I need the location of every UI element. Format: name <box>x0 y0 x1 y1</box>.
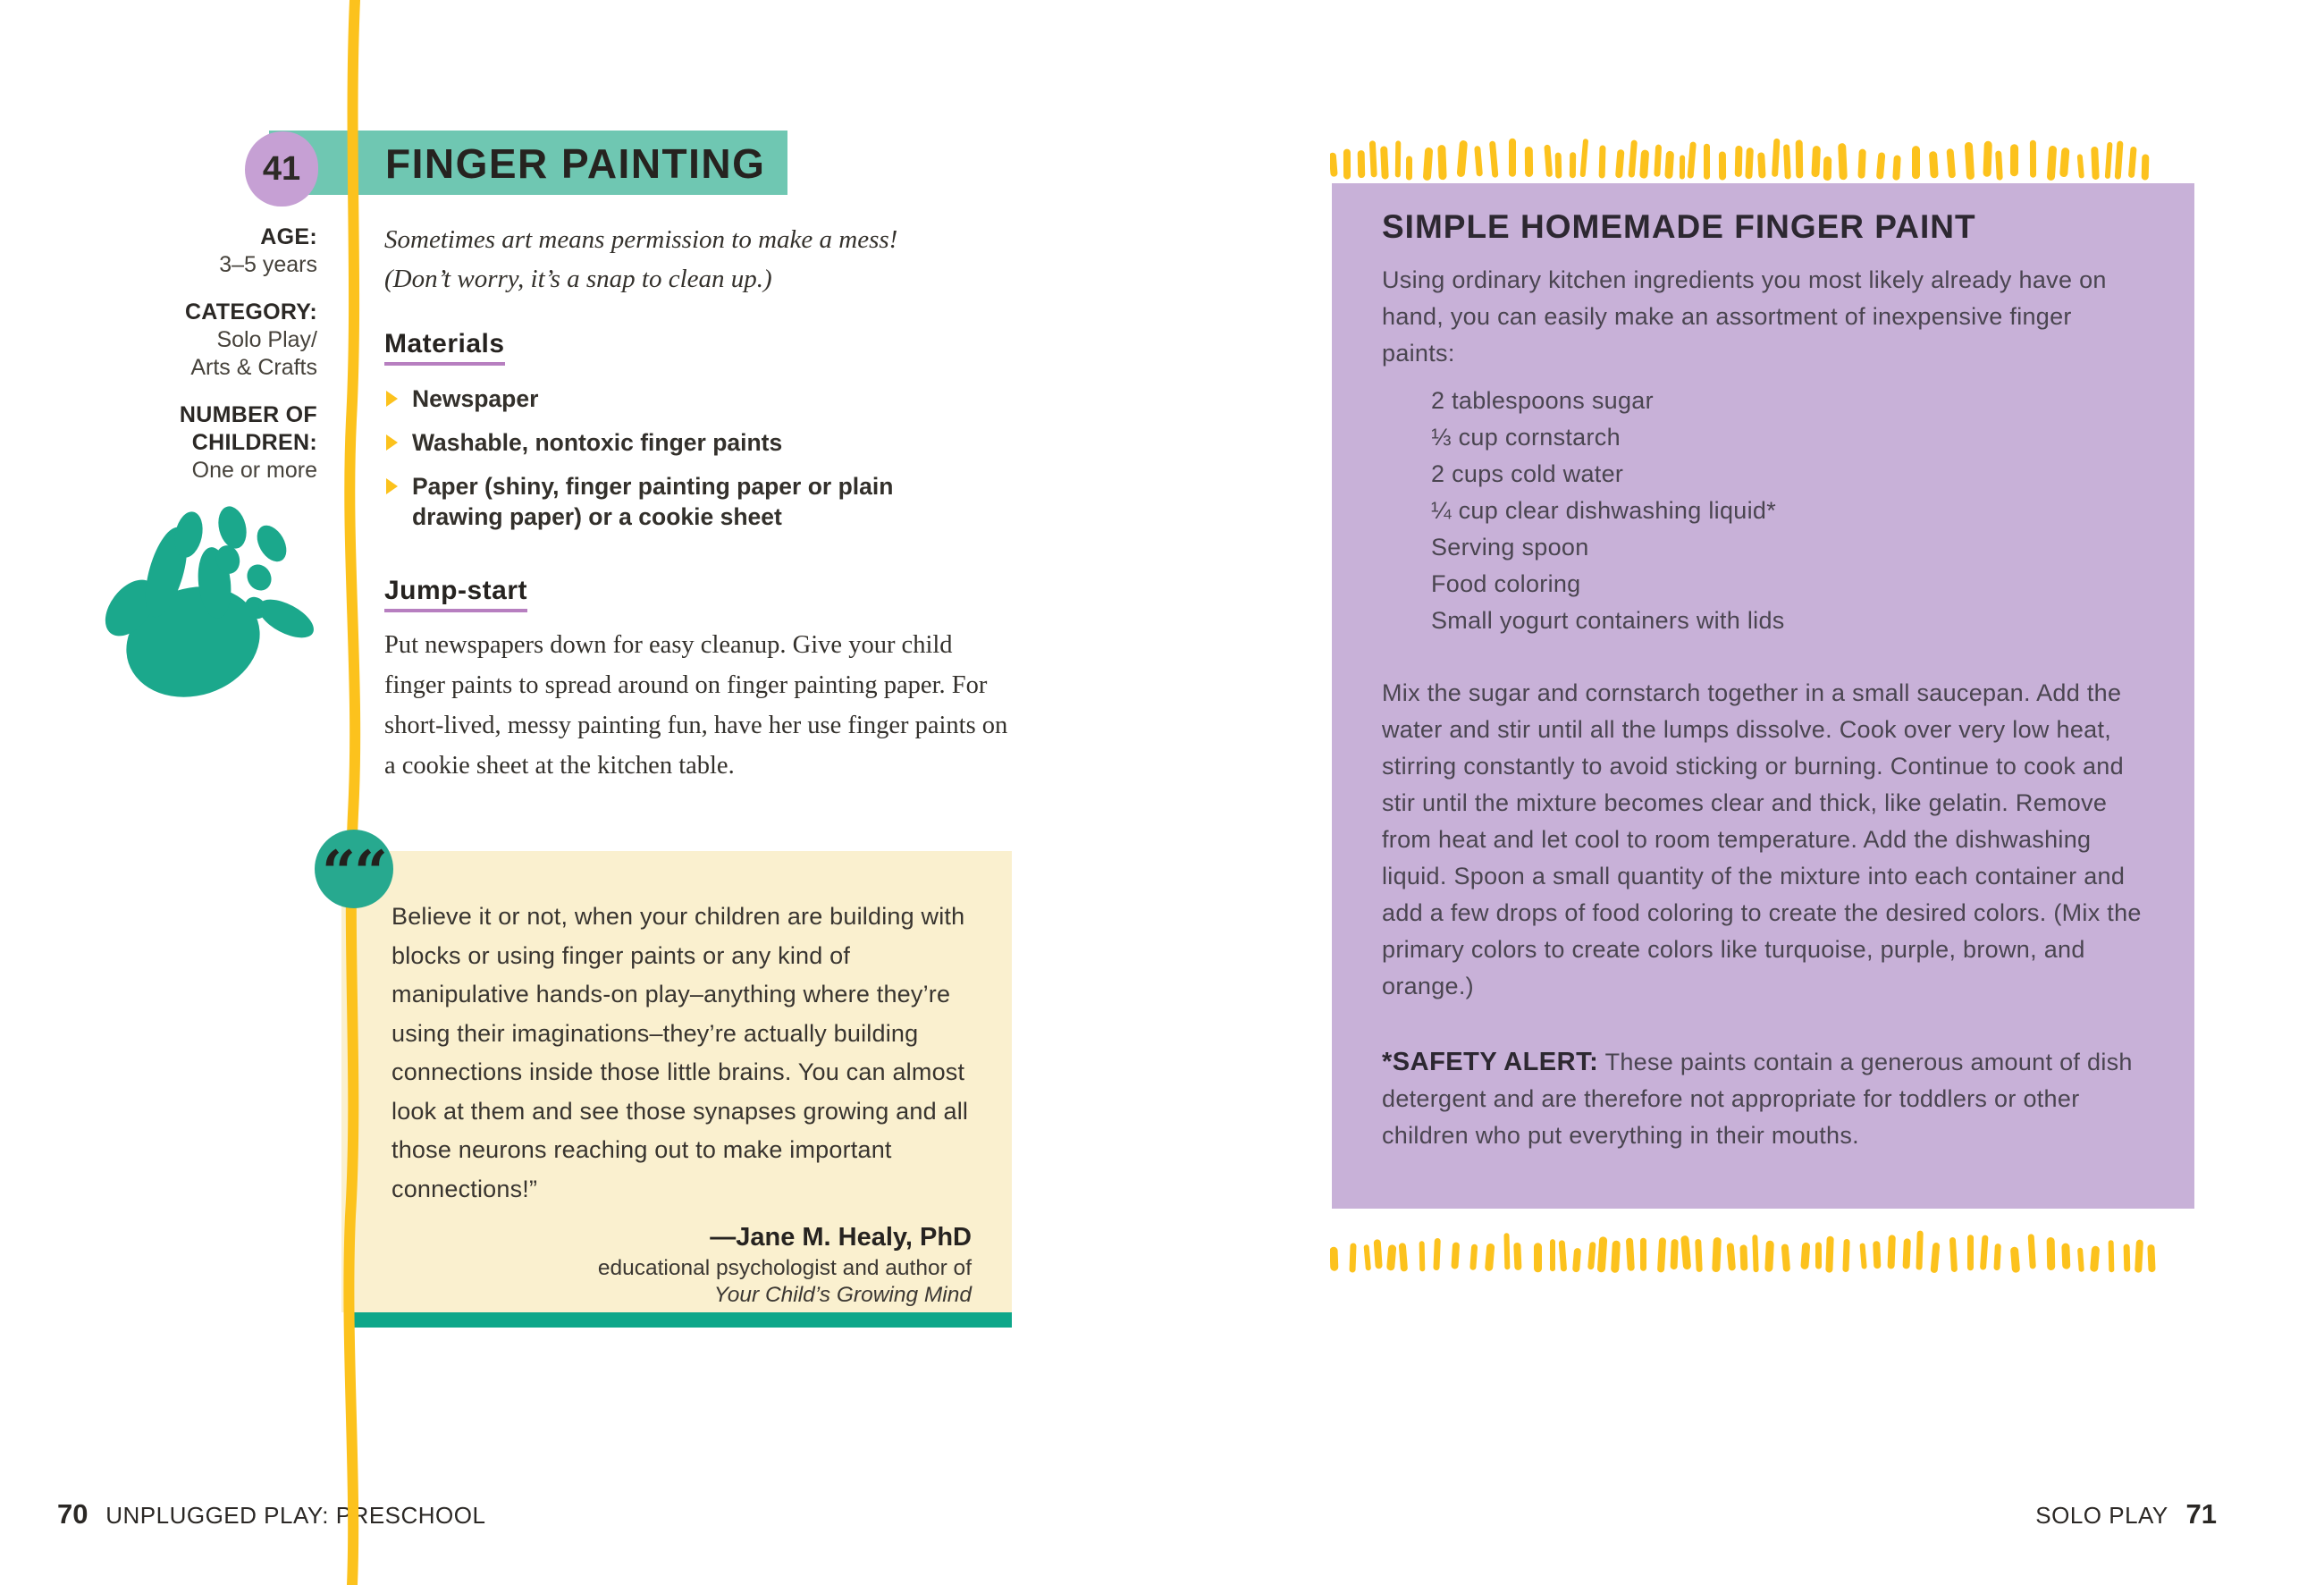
bullet-triangle-icon <box>386 391 398 407</box>
right-footer-text: SOLO PLAY <box>2035 1502 2168 1529</box>
handprint-icon <box>97 501 329 733</box>
ingredient-item: Small yogurt containers with lids <box>1431 607 1785 634</box>
activity-number-badge <box>245 131 318 207</box>
activity-title-bar <box>269 131 787 195</box>
children-label: NUMBER OF CHILDREN: <box>179 402 317 455</box>
tick-border-bottom <box>1330 1227 2215 1273</box>
quote-attribution-name: —Jane M. Healy, PhD <box>710 1223 972 1252</box>
category-label: CATEGORY: <box>184 299 317 325</box>
materials-item: Newspaper <box>384 384 1010 414</box>
ingredient-item: Serving spoon <box>1431 534 1589 561</box>
activity-number: 41 <box>262 149 301 188</box>
age-label: AGE: <box>260 224 317 249</box>
safety-alert: *SAFETY ALERT: These paints contain a generous amount of dish detergent and are therefore not appropriate for toddlers or other children who put everything in their mouths. <box>1382 1048 2133 1149</box>
right-page-footer <box>2035 1498 2217 1530</box>
activity-body <box>384 220 1010 786</box>
materials-heading: Materials <box>384 329 505 366</box>
quote-icon: ““ <box>315 830 393 908</box>
jumpstart-text: Put newspapers down for easy cleanup. Give your child finger paints to spread around on finger painting paper. For short-lived, messy painting fun, have her use finger paints on a cookie sheet at the kitchen table. <box>384 631 1008 780</box>
safety-alert-label: *SAFETY ALERT: <box>1382 1048 1599 1076</box>
materials-item: Washable, nontoxic finger paints <box>384 427 1010 458</box>
category-value: Solo Play/ Arts & Crafts <box>190 327 317 380</box>
left-page-footer <box>57 1498 485 1530</box>
ingredient-item: ⅓ cup cornstarch <box>1431 424 1621 451</box>
quote-underline-bar <box>353 1312 1012 1328</box>
expert-quote-box <box>341 851 1012 1312</box>
quote-attribution-work: Your Child’s Growing Mind <box>713 1283 972 1307</box>
tick-border-top <box>1330 134 2215 181</box>
quote-text: Believe it or not, when your children are building with blocks or using finger paints or any kind of manipulative hands-on play–anything where they’re using their imaginations–they’re actually building connections inside those little brains. You can almost look at them and see those synapses growing and all those neurons reaching out to make important connections!” <box>392 903 969 1202</box>
right-page-number: 71 <box>2185 1498 2217 1530</box>
left-footer-text: UNPLUGGED PLAY: PRESCHOOL <box>105 1502 486 1529</box>
activity-meta-sidebar <box>54 223 317 485</box>
ingredient-item: 2 tablespoons sugar <box>1431 387 1654 414</box>
children-value: One or more <box>191 458 317 483</box>
materials-list <box>384 384 1010 532</box>
activity-intro: Sometimes art means permission to make a mess! (Don’t worry, it’s a snap to clean up.) <box>384 225 898 293</box>
recipe-instructions: Mix the sugar and cornstarch together in a small saucepan. Add the water and stir until all the lumps dissolve. Cook over very low heat, stirring constantly to avoid sticking or burning. Continue to cook and stir until the mixture becomes clear and thick, like gelatin. Remove from heat and let cool to room temperature. Add the dishwashing liquid. Spoon a small quantity of the mixture into each container and add a few drops of food coloring to create the desired colors. (Mix the primary colors to create colors like turquoise, purple, brown, and orange.) <box>1382 679 2142 999</box>
ingredient-item: Food coloring <box>1431 570 1581 597</box>
bullet-triangle-icon <box>386 478 398 494</box>
ingredients-list <box>1382 383 2145 639</box>
quote-attribution-role: educational psychologist and author of <box>597 1256 972 1280</box>
bullet-triangle-icon <box>386 434 398 451</box>
recipe-title: SIMPLE HOMEMADE FINGER PAINT <box>1382 208 1976 245</box>
recipe-intro: Using ordinary kitchen ingredients you most likely already have on hand, you can easily make an assortment of inexpensive finger paints: <box>1382 266 2107 367</box>
materials-item: Paper (shiny, finger painting paper or plain drawing paper) or a cookie sheet <box>384 471 1010 532</box>
left-page-number: 70 <box>57 1498 88 1530</box>
activity-title: FINGER PAINTING <box>385 140 766 187</box>
jumpstart-heading: Jump-start <box>384 576 527 612</box>
ingredient-item: ¼ cup clear dishwashing liquid* <box>1431 497 1777 524</box>
age-value: 3–5 years <box>219 252 317 277</box>
recipe-box <box>1332 183 2194 1209</box>
ingredient-item: 2 cups cold water <box>1431 460 1624 487</box>
